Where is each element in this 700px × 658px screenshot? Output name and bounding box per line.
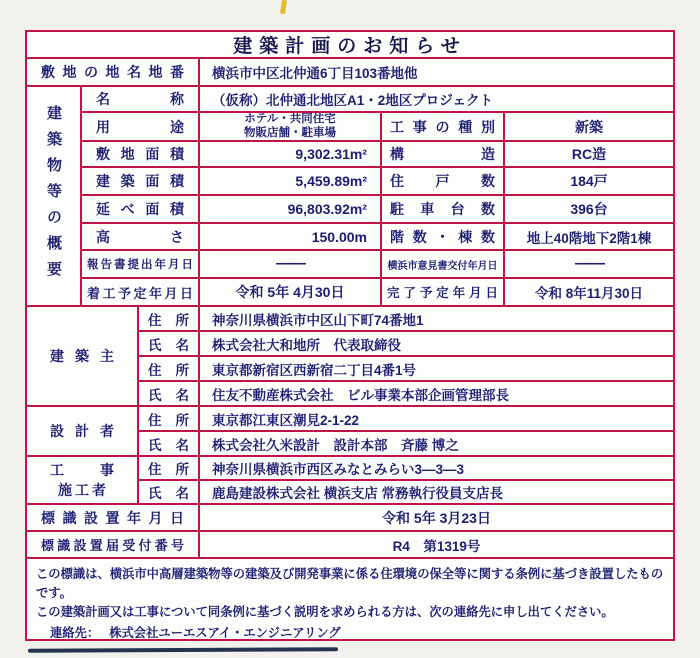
owner-name-2-label: 氏名 [148,387,189,403]
units-label: 住戸数 [390,173,495,189]
owner-name-1-value: 株式会社大和地所 代表取締役 [212,337,401,353]
designer-address-value: 東京都江東区潮見2-1-22 [212,412,360,428]
designer-name-row [139,432,673,455]
owner-name-2-value: 住友不動産株式会社 ビル事業本部企画管理部長 [212,387,509,403]
work-type-label: 工事の種別 [390,118,495,135]
notice-box [27,559,673,649]
notice-line-2: この建築計画又は工事について同条例に基づく説明を求められる方は、次の連絡先に申し出てください。 [36,605,614,620]
overview-rows [82,87,673,305]
overview-side-cell [27,87,82,305]
end-date-label: 完了予定年月日 [387,286,498,300]
owner-address-1-row [139,307,673,332]
work-type-value: 新築 [575,118,603,135]
row-sitearea-structure [82,142,673,168]
owner-address-1-value: 神奈川県横浜市中区山下町74番地1 [212,312,424,328]
total-floor-area-value: 96,803.92m² [287,201,367,217]
site-area-value: 9,302.31m² [295,146,367,162]
owner-name-1-label: 氏名 [148,337,189,353]
sign-receipt-row [27,532,673,559]
structure-value: RC造 [571,146,607,162]
start-date-label: 着工予定年月日 [87,285,193,301]
usage-label: 用途 [96,118,184,135]
structure-label: 構造 [390,146,495,162]
sign-receipt-value: R4 第1319号 [392,538,481,554]
title-row [27,32,673,59]
row-floorarea-parking [82,196,673,224]
contractor-name-cell [27,457,139,503]
usage-value: ホテル・共同住宅 物販店舗・駐車場 [244,113,336,139]
total-floor-area-label: 延べ面積 [96,201,184,217]
owner-name-cell [27,307,139,405]
height-label: 高さ [96,228,184,245]
units-value: 184戸 [570,173,608,189]
overview-side-label: 建築物等の概要 [45,105,62,287]
designer-name-label: 氏名 [148,437,189,453]
contact-line [36,624,664,643]
notice-line-1: この標識は、横浜市中高層建築物等の建築及び開発事業に係る住環境の保全等に関する条例に基づき設置したものです。 [36,567,664,601]
site-area-label: 敷地面積 [96,146,184,162]
contractor-name-line2: 施工者 [58,482,106,498]
designer-address-label: 住所 [148,412,189,428]
sign-installed-label: 標識設置年月日 [41,509,184,526]
sign-installed-value: 令和 5年 3月23日 [382,509,491,526]
contractor-address-row [139,457,673,481]
row-usage-worktype [82,113,673,142]
opinion-date-value: —— [575,255,603,272]
site-address-value: 横浜市中区北仲通6丁目103番地他 [212,66,418,81]
contractor-name-value: 鹿島建設株式会社 横浜支店 常務執行役員支店長 [212,486,504,501]
parking-value: 396台 [570,201,608,217]
owner-address-2-label: 住所 [148,362,189,378]
row-name [82,87,673,113]
contact-value: 株式会社ユーエスアイ・エンジニアリング [109,626,341,641]
floors-value: 地上40階地下2階1棟 [526,230,652,246]
row-start-end-dates [82,279,673,305]
contractor-section [27,457,673,505]
end-date-value: 令和 8年11月30日 [534,286,644,301]
construction-notice-sign [25,30,675,641]
site-address-row [27,59,673,87]
designer-name-value: 株式会社久米設計 設計本部 斉藤 博之 [212,437,459,453]
owner-address-2-value: 東京都新宿区西新宿二丁目4番1号 [212,362,417,378]
sign-installed-row [27,505,673,532]
owner-address-1-label: 住所 [148,312,189,328]
owner-name-1-row [139,332,673,357]
site-address-label-cell [27,59,200,85]
building-area-value: 5,459.89m² [295,173,367,189]
height-value: 150.00m [311,228,367,245]
overview-section [27,87,673,307]
owner-section [27,307,673,407]
contractor-address-label: 住所 [148,462,189,477]
contractor-name-row [139,481,673,503]
row-report-opinion-dates [82,251,673,279]
owner-name-2-row [139,382,673,405]
owner-address-2-row [139,357,673,382]
contact-label: 連絡先： [50,626,100,641]
row-height-floors [82,224,673,251]
building-area-label: 建築面積 [96,173,184,189]
contractor-address-value: 神奈川県横浜市西区みなとみらい3—3—3 [212,462,465,477]
site-address-label: 敷地の地名地番 [41,64,184,80]
report-date-value: —— [276,255,304,272]
report-date-label: 報告書提出年月日 [87,259,193,271]
designer-address-row [139,407,673,432]
start-date-value: 令和 5年 4月30日 [235,284,345,300]
paint-mark-artifact [280,0,287,14]
designer-name: 設計者 [50,423,114,439]
contractor-name-label: 氏名 [148,486,189,501]
designer-name-cell [27,407,139,455]
sign-receipt-label: 標識設置届受付番号 [41,538,184,553]
contractor-name-line1: 工事 [50,462,114,478]
row-buildingarea-units [82,168,673,196]
owner-name: 建築主 [50,348,114,364]
name-label: 名称 [96,91,184,107]
page-title: 建築計画のお知らせ [233,36,467,57]
parking-label: 駐車台数 [390,201,495,217]
opinion-date-label: 横浜市意見書交付年月日 [387,260,498,272]
floors-label: 階数・棟数 [390,228,495,245]
site-address-value-cell [200,59,673,85]
designer-section [27,407,673,457]
name-value: （仮称）北仲通北地区A1・2地区プロジェクト [212,93,493,108]
